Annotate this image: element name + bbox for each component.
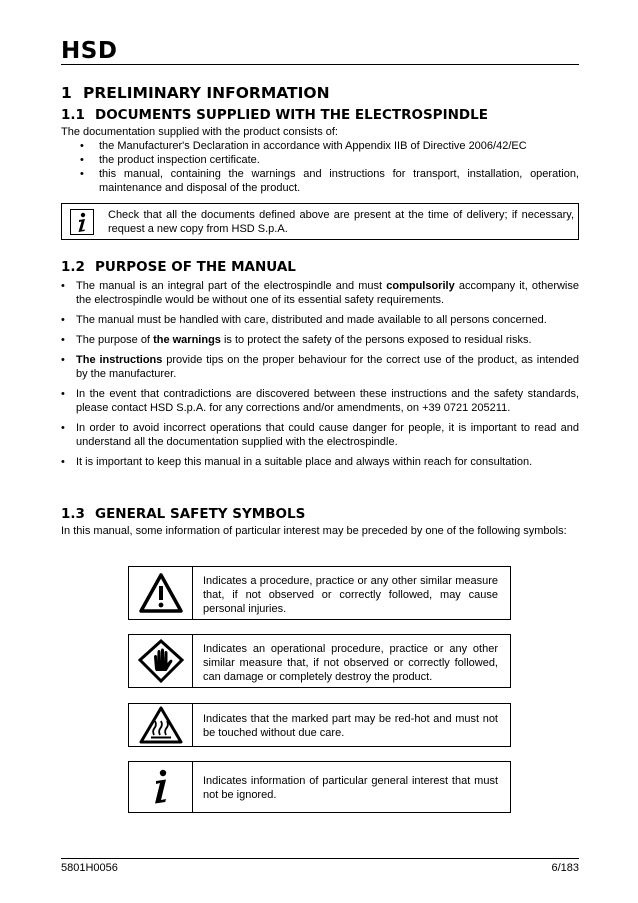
- symbol-description: Indicates a procedure, practice or any other similar measure that, if not observed or correctly followed, may cause personal injuries.: [203, 575, 498, 615]
- section-number: 1.3: [61, 506, 85, 522]
- list-item: • The purpose of the warnings is to protect the safety of the persons exposed to residual risks.: [61, 333, 579, 347]
- section-title: DOCUMENTS SUPPLIED WITH THE ELECTROSPINDLE: [95, 107, 488, 123]
- info-icon: [70, 209, 94, 235]
- header-rule: [61, 64, 579, 65]
- section-heading-1-1: [61, 107, 488, 123]
- box-divider: [192, 567, 193, 619]
- box-divider: [192, 635, 193, 687]
- symbol-box-stop-hand: [128, 634, 511, 688]
- documents-intro: The documentation supplied with the product consists of:: [61, 126, 338, 138]
- chapter-number: 1: [61, 84, 72, 102]
- symbols-intro: In this manual, some information of particular interest may be preceded by one of the following symbols:: [61, 525, 567, 537]
- list-item: • the product inspection certificate.: [61, 153, 579, 167]
- list-item: • In the event that contradictions are discovered between these instructions and the safety standards, please contact HSD S.p.A. for any corrections and/or amendments, on +39 0721 205211.: [61, 387, 579, 415]
- note-text: Check that all the documents defined above are present at the time of delivery; if necessary, request a new copy from HSD S.p.A.: [108, 209, 574, 235]
- section-heading-1-3: [61, 506, 305, 522]
- list-item: • The instructions provide tips on the proper behaviour for the correct use of the product, as intended by the manufacturer.: [61, 353, 579, 381]
- list-item: • The manual must be handled with care, distributed and made available to all persons concerned.: [61, 313, 579, 327]
- section-heading-1-2: [61, 259, 296, 275]
- hsd-logo: HSD: [61, 38, 118, 64]
- symbol-description: Indicates information of particular general interest that must not be ignored.: [203, 775, 498, 801]
- symbol-description: Indicates that the marked part may be red-hot and must not be touched without due care.: [203, 713, 498, 739]
- hot-surface-icon: [129, 704, 192, 746]
- symbol-box-warning: [128, 566, 511, 620]
- footer-rule: [61, 858, 579, 859]
- section-title: GENERAL SAFETY SYMBOLS: [95, 506, 306, 522]
- purpose-list: [61, 279, 579, 475]
- page-number: 6/183: [551, 862, 579, 874]
- document-code: 5801H0056: [61, 862, 118, 874]
- warning-triangle-icon: [129, 567, 192, 619]
- list-item: • The manual is an integral part of the electrospindle and must compulsorily accompany it, otherwise the electrospindle would be without one of its essential safety requirements.: [61, 279, 579, 307]
- list-item: • the Manufacturer's Declaration in accordance with Appendix IIB of Directive 2006/42/EC: [61, 139, 579, 153]
- section-number: 1.2: [61, 259, 85, 275]
- symbol-box-info: [128, 761, 511, 813]
- delivery-check-note: [61, 203, 579, 240]
- list-item: • In order to avoid incorrect operations that could cause danger for people, it is important to read and understand all the documentation supplied with the electrospindle.: [61, 421, 579, 449]
- box-divider: [192, 704, 193, 746]
- chapter-title: PRELIMINARY INFORMATION: [83, 84, 330, 102]
- list-item: • this manual, containing the warnings and instructions for transport, installation, operation, maintenance and disposal of the product.: [61, 167, 579, 195]
- symbol-box-hot-surface: [128, 703, 511, 747]
- list-item: • It is important to keep this manual in a suitable place and always within reach for consultation.: [61, 455, 579, 469]
- section-number: 1.1: [61, 107, 85, 123]
- section-title: PURPOSE OF THE MANUAL: [95, 259, 296, 275]
- chapter-heading: [61, 84, 330, 102]
- documents-list: [61, 139, 579, 195]
- symbol-description: Indicates an operational procedure, practice or any other similar measure that, if not observed or correctly followed, can damage or completely destroy the product.: [203, 643, 498, 683]
- box-divider: [192, 762, 193, 812]
- info-icon: [129, 762, 192, 812]
- stop-hand-icon: [129, 635, 192, 687]
